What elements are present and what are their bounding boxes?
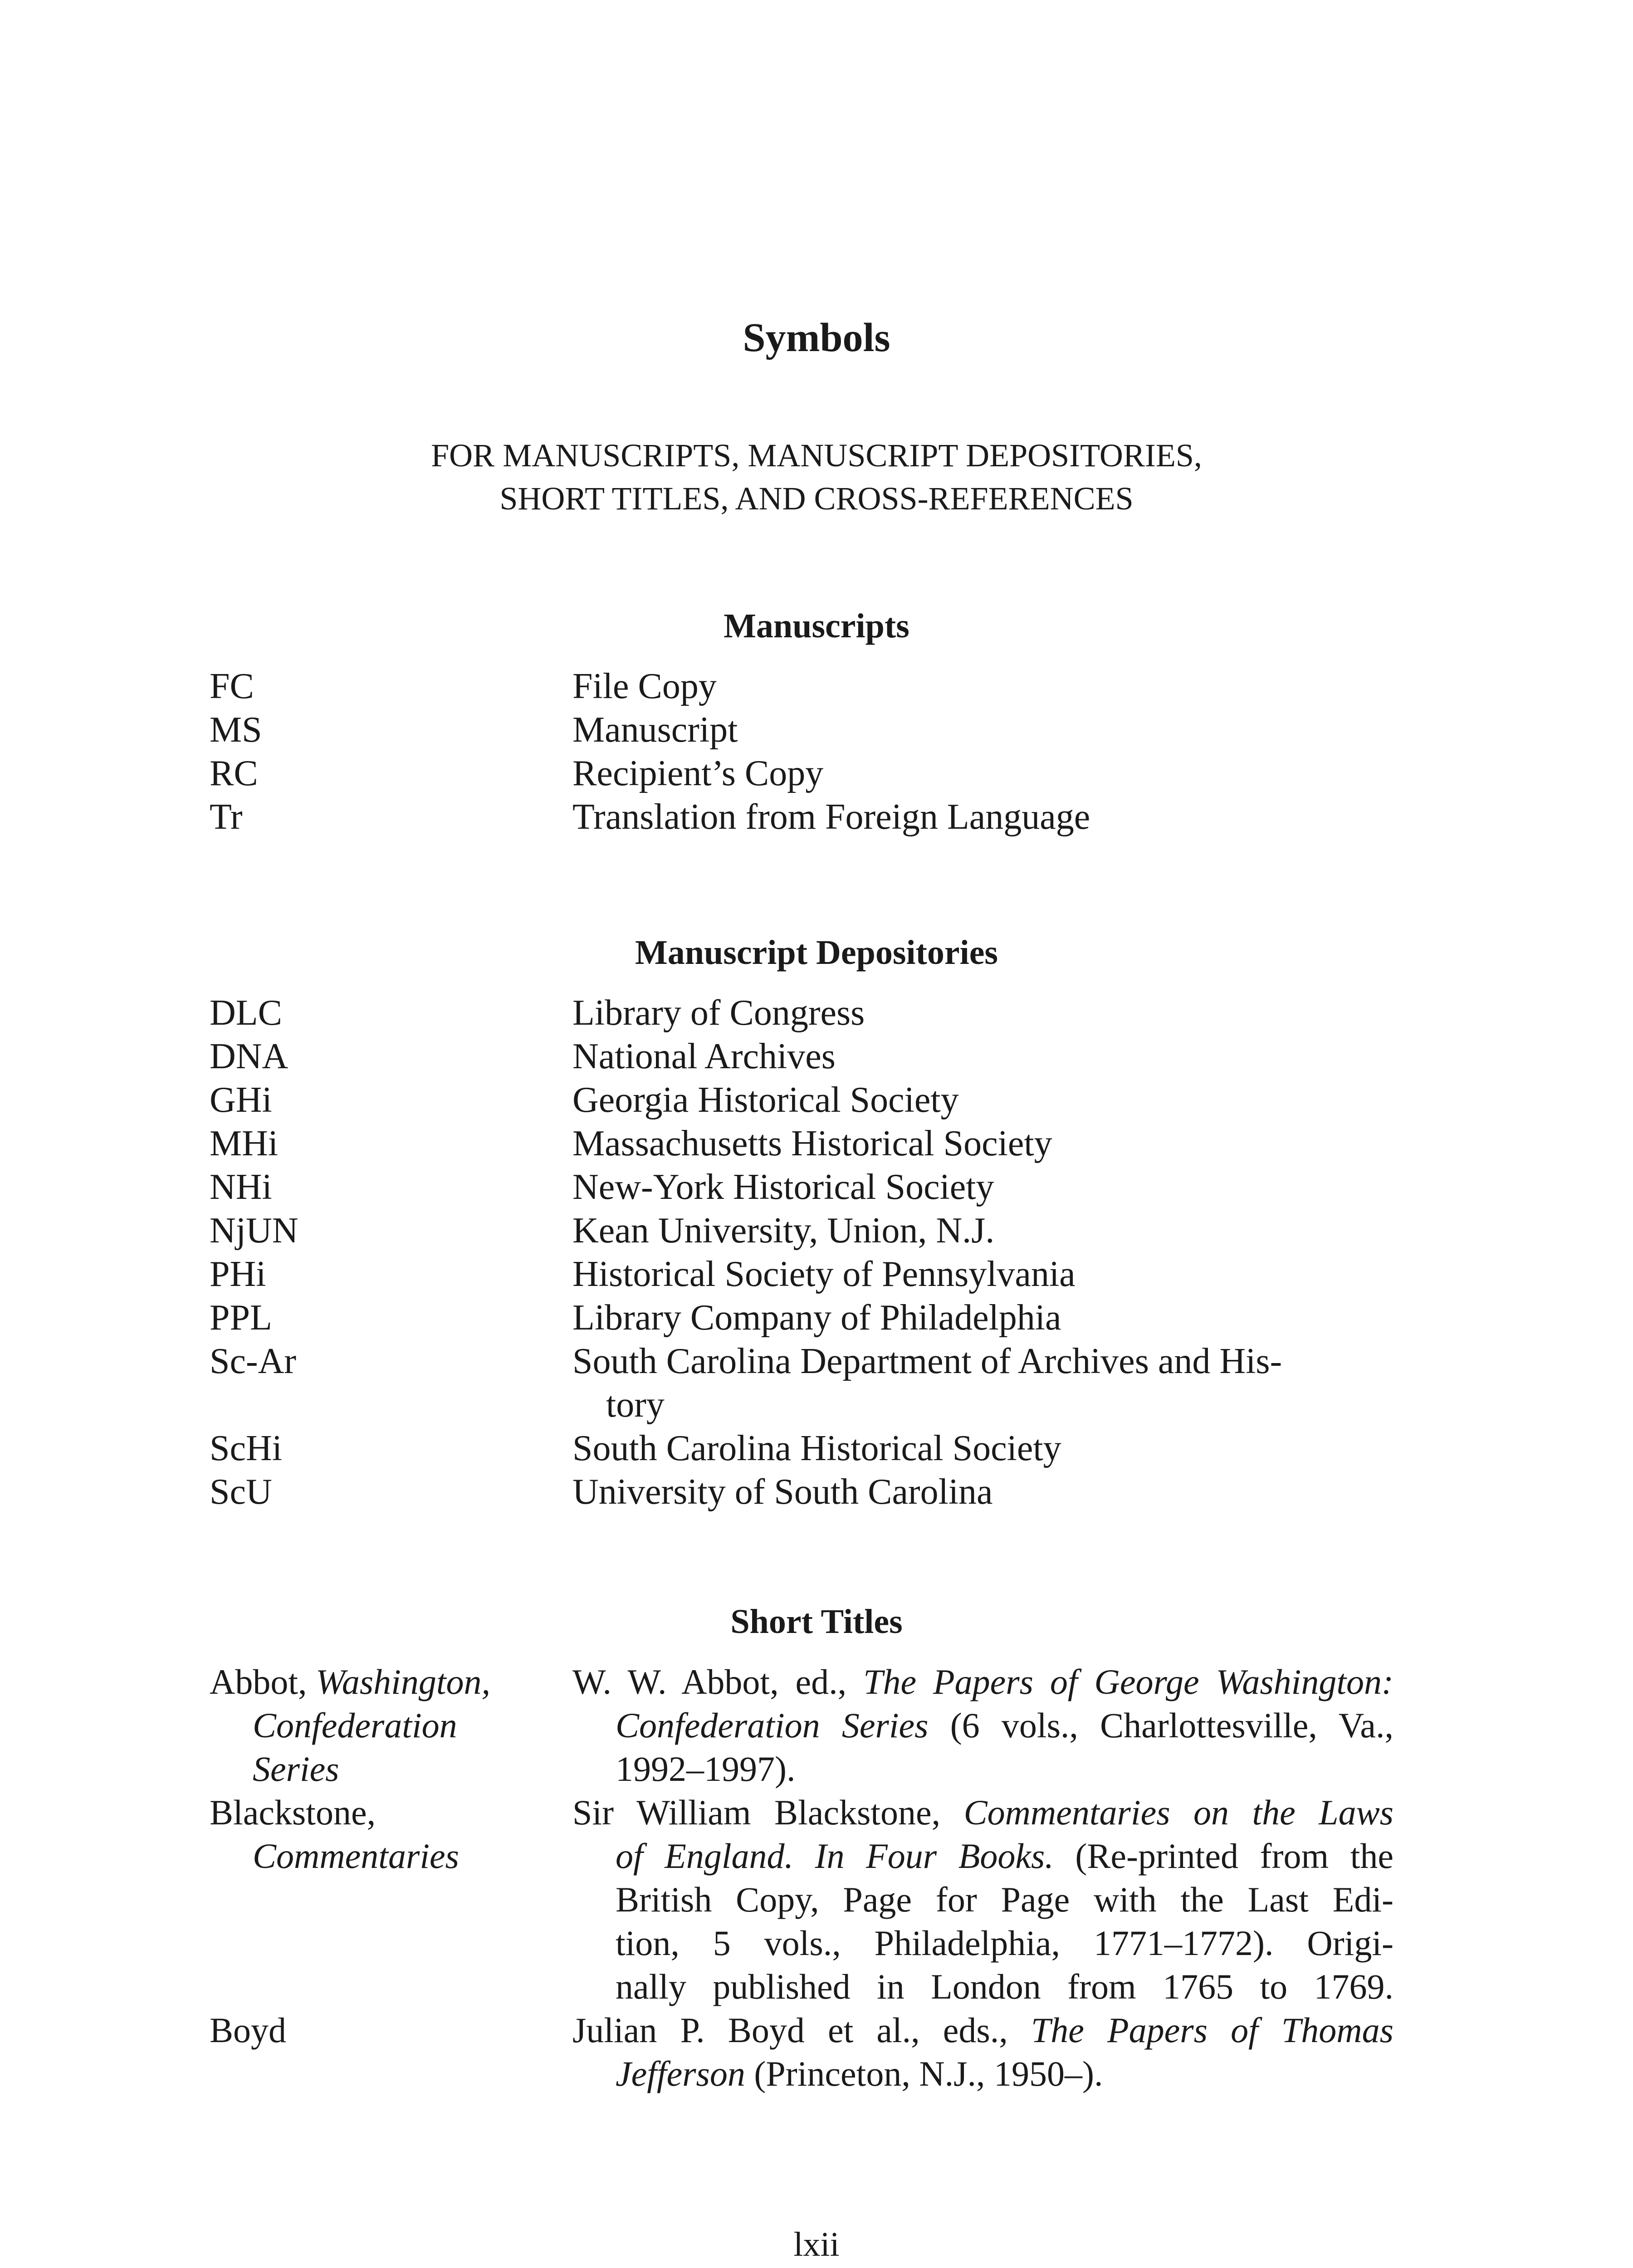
- meaning-line-1: South Carolina Department of Archives and His-: [572, 1341, 1282, 1381]
- meaning: [572, 1339, 1282, 1427]
- list-item: [0, 2009, 1633, 2096]
- subtitle-line-2: SHORT TITLES, AND CROSS-REFERENCES: [499, 480, 1134, 517]
- list-item: [0, 795, 1633, 839]
- symbol-line: Boyd: [210, 2010, 287, 2050]
- short-title-definition: [572, 2009, 1393, 2096]
- meaning: University of South Carolina: [572, 1472, 993, 1512]
- list-item: [0, 1209, 1633, 1252]
- definition-text: W. W. Abbot, ed.,: [572, 1662, 864, 1701]
- definition-line: [572, 1791, 1393, 1834]
- list-item: [0, 1791, 1633, 2009]
- symbol: ScHi: [210, 1428, 282, 1468]
- definition-line: tion, 5 vols., Philadelphia, 1771–1772). Origi-: [616, 1923, 1393, 1963]
- definition-line: [572, 2052, 1393, 2096]
- definition-text: (Princeton, N.J., 1950–).: [745, 2054, 1103, 2093]
- definition-text: Sir William Blackstone,: [572, 1793, 964, 1832]
- definition-italic: Commentaries on the Laws: [963, 1793, 1394, 1832]
- list-item: [0, 665, 1633, 708]
- meaning: Library Company of Philadelphia: [572, 1298, 1061, 1338]
- definition-line: [572, 2009, 1393, 2052]
- list-item: [0, 1035, 1633, 1078]
- definition-italic: The Papers of George Washington:: [863, 1662, 1393, 1701]
- definition-italic: of England. In Four Books.: [616, 1836, 1054, 1876]
- meaning: South Carolina Historical Society: [572, 1428, 1061, 1468]
- depositories-heading: Manuscript Depositories: [635, 934, 998, 972]
- list-item: [0, 708, 1633, 752]
- symbol: GHi: [210, 1080, 272, 1120]
- short-title-definition: [572, 1660, 1393, 1791]
- definition-italic: The Papers of Thomas: [1031, 2010, 1393, 2050]
- definition-text: Julian P. Boyd et al., eds.,: [572, 2010, 1031, 2050]
- definition-line: [572, 1704, 1393, 1747]
- short-title-symbol: [210, 1660, 490, 1791]
- short-title-definition: [572, 1791, 1393, 2009]
- symbol-line: Commentaries: [253, 1836, 459, 1876]
- meaning: Georgia Historical Society: [572, 1080, 959, 1120]
- symbol: MHi: [210, 1124, 279, 1163]
- symbol-italic: Washington,: [316, 1662, 491, 1701]
- list-item: [0, 1339, 1633, 1427]
- definition-line: British Copy, Page for Page with the Last Edi-: [616, 1880, 1393, 1919]
- definition-text: (Re-printed from the: [1053, 1836, 1393, 1876]
- symbol: ScU: [210, 1472, 272, 1512]
- definition-line: 1992–1997).: [616, 1749, 796, 1789]
- symbol: RC: [210, 753, 258, 793]
- meaning: Manuscript: [572, 710, 738, 750]
- list-item: [0, 1252, 1633, 1296]
- manuscripts-heading: Manuscripts: [724, 607, 909, 645]
- definition-line: [572, 1834, 1393, 1878]
- list-item: [0, 1165, 1633, 1209]
- symbol: DNA: [210, 1036, 288, 1076]
- meaning: Translation from Foreign Language: [572, 797, 1090, 837]
- meaning: National Archives: [572, 1036, 836, 1076]
- short-title-symbol: [210, 1791, 459, 1878]
- page-title: Symbols: [743, 315, 890, 360]
- symbol: FC: [210, 666, 254, 706]
- symbol: NjUN: [210, 1211, 298, 1251]
- definition-line: nally published in London from 1765 to 1769.: [616, 1967, 1393, 2006]
- short-title-symbol: [210, 2009, 286, 2052]
- short-titles-heading: Short Titles: [730, 1603, 903, 1641]
- list-item: [0, 1078, 1633, 1122]
- symbol: DLC: [210, 993, 282, 1033]
- meaning: Recipient’s Copy: [572, 753, 824, 793]
- list-item: [0, 1470, 1633, 1514]
- list-item: [0, 991, 1633, 1035]
- meaning: File Copy: [572, 666, 717, 706]
- meaning: Historical Society of Pennsylvania: [572, 1254, 1076, 1294]
- meaning: Library of Congress: [572, 993, 865, 1033]
- list-item: [0, 1660, 1633, 1791]
- short-titles-list: [0, 1660, 1633, 2096]
- list-item: [0, 752, 1633, 795]
- symbol: PPL: [210, 1298, 272, 1338]
- symbol-line: Confederation: [253, 1706, 457, 1745]
- definition-line: [572, 1660, 1393, 1704]
- symbol-line: [210, 1660, 490, 1704]
- symbol: MS: [210, 710, 262, 750]
- meaning: Massachusetts Historical Society: [572, 1124, 1052, 1163]
- symbol: Tr: [210, 797, 243, 837]
- list-item: [0, 1427, 1633, 1470]
- meaning-line-2: tory: [606, 1385, 665, 1425]
- depositories-list: [0, 991, 1633, 1514]
- definition-text: (6 vols., Charlottesville, Va.,: [928, 1706, 1393, 1745]
- symbol-line: Series: [253, 1749, 339, 1789]
- manuscripts-list: [0, 665, 1633, 839]
- subtitle-line-1: FOR MANUSCRIPTS, MANUSCRIPT DEPOSITORIES,: [431, 437, 1202, 474]
- meaning: Kean University, Union, N.J.: [572, 1211, 995, 1251]
- symbol-line: Blackstone,: [210, 1793, 376, 1832]
- symbol: NHi: [210, 1167, 272, 1207]
- list-item: [0, 1296, 1633, 1339]
- symbol: PHi: [210, 1254, 266, 1294]
- list-item: [0, 1122, 1633, 1165]
- symbol-text: Abbot,: [210, 1662, 316, 1701]
- symbol: Sc-Ar: [210, 1341, 297, 1381]
- definition-italic: Confederation Series: [616, 1706, 929, 1745]
- meaning: New-York Historical Society: [572, 1167, 994, 1207]
- page-number: lxii: [793, 2225, 840, 2263]
- definition-italic: Jefferson: [616, 2054, 745, 2093]
